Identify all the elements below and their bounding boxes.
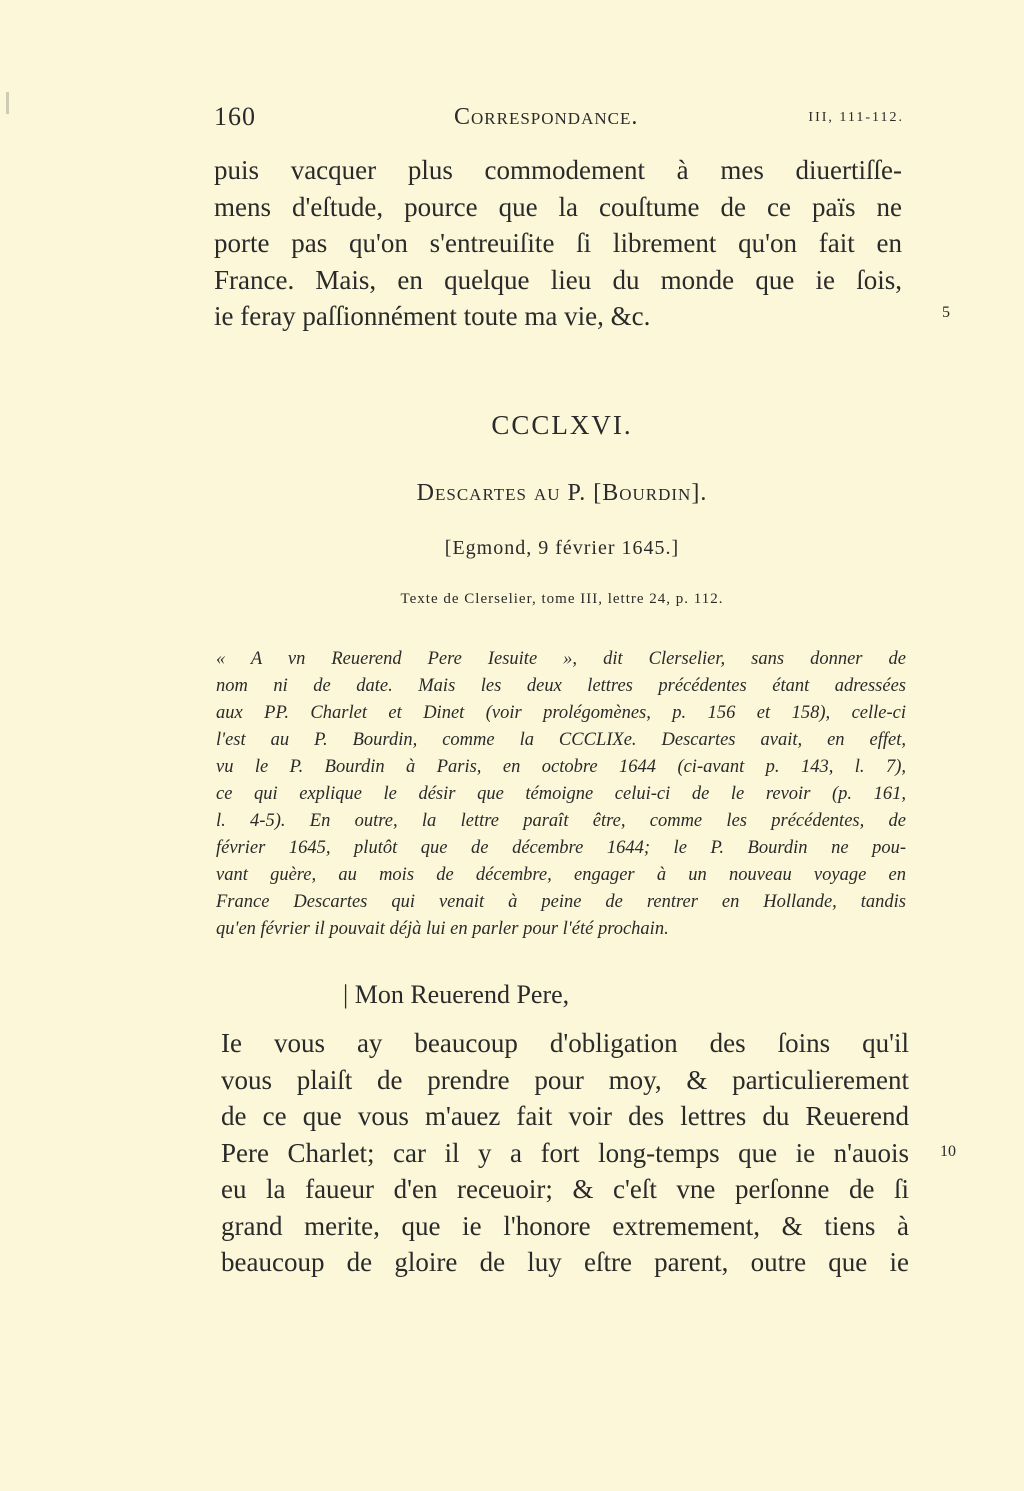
page-header [214,102,904,136]
line-number-marker: 5 [942,304,950,321]
note-line: qu'en février il pouvait déjà lui en parler pour l'été prochain. [216,919,669,939]
note-line: vant guère, au mois de décembre, engager à un nouveau voyage en [216,865,906,885]
letter-body-text [221,1025,909,1281]
note-line: nom ni de date. Mais les deux lettres précédentes étant adressées [216,676,906,696]
note-line: février 1645, plutôt que de décembre 1644; le P. Bourdin ne pou- [216,838,906,858]
text-line: Pere Charlet; car il y a fort long-temps que ie n'auois [221,1137,909,1168]
editorial-note [216,646,906,943]
text-line: Ie vous ay beaucoup d'obligation des ſoins qu'il [221,1028,909,1058]
running-title: Correspondance. [454,104,639,130]
text-line: eu la faueur d'en receuoir; & c'eſt vne perſonne de ſi [221,1174,909,1204]
continued-letter-text [214,152,902,335]
note-line: ce qui explique le désir que témoigne celui-ci de le revoir (p. 161, [216,784,906,804]
text-line: porte pas qu'on s'entreuiſite ſi librement qu'on fait en [214,228,902,258]
note-line: aux PP. Charlet et Dinet (voir prolégomènes, p. 156 et 158), celle-ci [216,703,906,723]
note-line: l. 4-5). En outre, la lettre paraît être, comme les précédentes, de [216,811,906,831]
text-line: mens d'eſtude, pource que la couſtume de ce païs ne [214,191,902,222]
scan-margin-mark [6,92,9,114]
text-line: de ce que vous m'auez fait voir des lettres du Reuerend [221,1101,909,1131]
note-line: France Descartes qui venait à peine de rentrer en Hollande, tandis [216,892,906,912]
text-line: grand merite, que ie l'honore extremement, & tiens à [221,1210,909,1241]
text-line: beaucoup de gloire de luy eſtre parent, outre que ie [221,1247,909,1277]
letter-dateline: [Egmond, 9 février 1645.] [444,537,680,559]
text-line: ie feray paſſionnément toute ma vie, &c. [214,301,651,331]
page-number: 160 [214,102,256,131]
line-number-marker: 10 [940,1143,956,1160]
edition-reference: III, 111-112. [808,110,904,125]
source-note: Texte de Clerselier, tome III, lettre 24, p. 112. [400,591,724,607]
text-line: puis vacquer plus commodement à mes diuertiſſe- [214,155,902,185]
text-line: France. Mais, en quelque lieu du monde que ie ſois, [214,264,902,295]
letter-salutation: | Mon Reuerend Pere, [343,980,570,1009]
letter-number: CCCLXVI. [491,410,633,440]
text-line: vous plaiſt de prendre pour moy, & particulierement [221,1064,909,1095]
note-line: l'est au P. Bourdin, comme la CCCLIXe. Descartes avait, en effet, [216,730,906,750]
note-line: « A vn Reuerend Pere Iesuite », dit Clerselier, sans donner de [216,649,906,669]
note-line: vu le P. Bourdin à Paris, en octobre 1644 (ci-avant p. 143, l. 7), [216,757,906,777]
letter-addressee: Descartes au P. [Bourdin]. [416,480,708,506]
